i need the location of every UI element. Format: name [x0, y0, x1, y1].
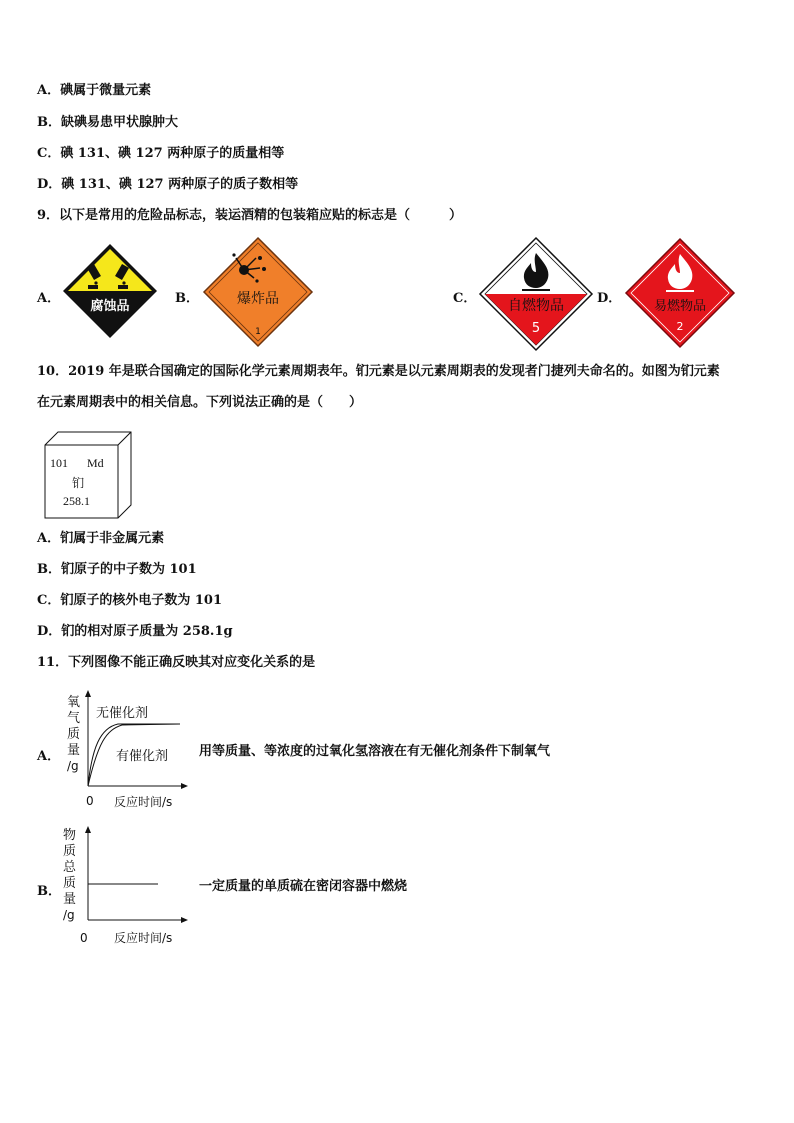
origin-label: 0	[80, 931, 88, 945]
y-axis-char-1: 质	[63, 844, 77, 859]
q8-option-d: D．碘 131、碘 127 两种原子的质子数相等	[37, 177, 299, 192]
x-axis-label: 反应时间/s	[114, 931, 173, 945]
oxygen-mass-graph	[60, 688, 200, 812]
y-axis-char-3: 质	[63, 876, 77, 891]
y-axis-char-4: /g	[67, 759, 79, 773]
explosive-sign-number: 1	[255, 327, 261, 337]
y-axis-char-1: 气	[67, 711, 81, 726]
spontaneous-sign-number: 5	[531, 321, 541, 336]
q8-option-b: B．缺碘易患甲状腺肿大	[37, 115, 178, 130]
origin-label: 0	[86, 794, 94, 808]
q8-option-c: C．碘 131、碘 127 两种原子的质量相等	[37, 146, 285, 161]
element-name: 钔	[72, 476, 85, 490]
q11-option-a-description: 用等质量、等浓度的过氧化氢溶液在有无催化剂条件下制氧气	[199, 744, 551, 759]
q9-label-b: B．	[175, 291, 199, 306]
y-axis-char-4: 量	[63, 892, 77, 907]
catalyst-label: 有催化剂	[116, 749, 169, 764]
q11-stem: 11．下列图像不能正确反映其对应变化关系的是	[37, 655, 316, 670]
q10-option-d: D．钔的相对原子质量为 258.1g	[37, 624, 233, 639]
y-axis-char-2: 总	[63, 860, 77, 875]
q9-label-a: A．	[37, 291, 61, 306]
explosive-sign-text: 爆炸品	[237, 291, 279, 307]
q11-option-b-description: 一定质量的单质硫在密闭容器中燃烧	[199, 879, 408, 894]
q8-option-a: A．碘属于微量元素	[37, 83, 152, 98]
spontaneous-combustion-sign	[478, 236, 594, 352]
q11-label-a: A．	[37, 749, 61, 764]
q10-stem-line1: 10．2019 年是联合国确定的国际化学元素周期表年。钔元素是以元素周期表的发现者门捷列夫命名的。如图为钔元素	[37, 364, 720, 379]
q10-option-b: B．钔原子的中子数为 101	[37, 562, 197, 577]
flammable-sign-number: 2	[676, 320, 684, 333]
x-axis-label: 反应时间/s	[114, 795, 173, 809]
q10-option-a: A．钔属于非金属元素	[37, 531, 165, 546]
element-symbol: Md	[87, 456, 104, 470]
q9-stem: 9．以下是常用的危险品标志，装运酒精的包装箱应贴的标志是（ ）	[37, 208, 463, 223]
q10-option-c: C．钔原子的核外电子数为 101	[37, 593, 223, 608]
spontaneous-sign-text: 自燃物品	[508, 298, 564, 314]
y-axis-char-3: 量	[67, 743, 81, 758]
y-axis-char-0: 氧	[67, 695, 81, 710]
element-card-md	[43, 430, 133, 520]
q9-label-c: C．	[453, 291, 477, 306]
flammable-sign-text: 易燃物品	[653, 299, 707, 314]
flammable-sign	[624, 237, 736, 349]
y-axis-char-0: 物	[63, 828, 77, 843]
corrosive-sign-text: 腐蚀品	[90, 299, 130, 314]
y-axis-char-2: 质	[67, 727, 81, 742]
element-atomic-mass: 258.1	[63, 494, 90, 508]
no-catalyst-label: 无催化剂	[96, 706, 149, 721]
corrosive-sign	[62, 243, 158, 339]
q11-label-b: B．	[37, 884, 61, 899]
y-axis-char-5: /g	[63, 908, 75, 922]
q9-label-d: D．	[597, 291, 622, 306]
explosive-sign	[202, 236, 314, 348]
element-atomic-number: 101	[50, 456, 68, 470]
q10-stem-line2: 在元素周期表中的相关信息。下列说法正确的是（ ）	[37, 395, 363, 410]
total-mass-graph	[60, 824, 200, 950]
